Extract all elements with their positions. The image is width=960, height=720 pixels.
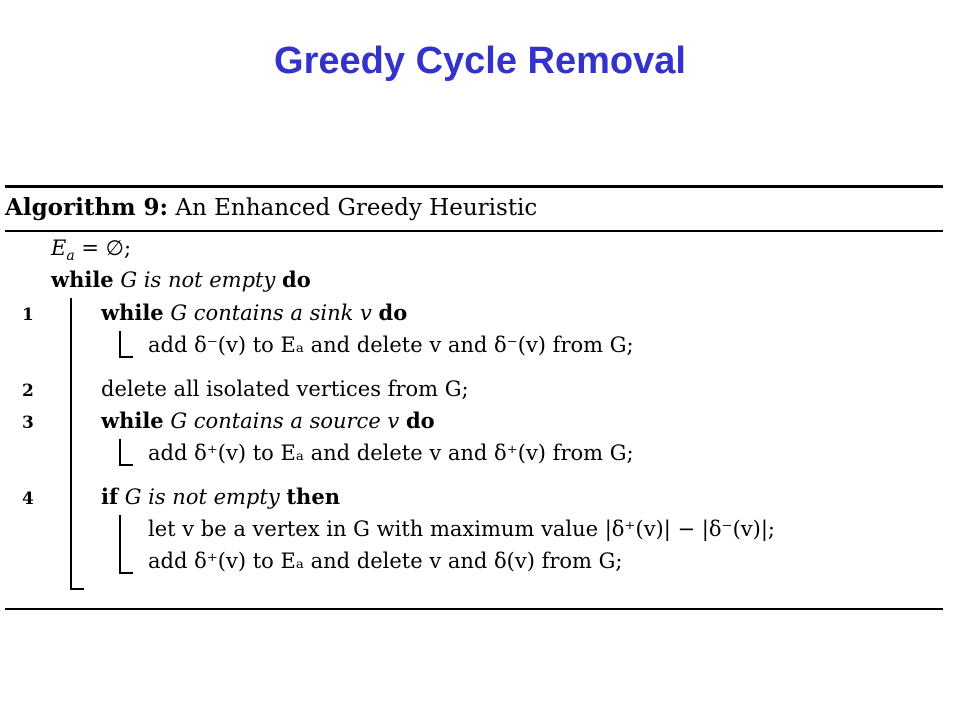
if-body-line-2: add δ⁺(v) to Eₐ and delete v and δ(v) from G; <box>148 549 623 573</box>
init-var: E <box>51 236 67 260</box>
sink-block-bar <box>119 331 121 358</box>
sink-while-kw: while <box>101 300 164 325</box>
if-line <box>101 484 340 510</box>
algorithm-box <box>5 185 943 613</box>
if-body-line-1: let v be a vertex in G with maximum value |δ⁺(v)| − |δ⁻(v)|; <box>148 517 775 541</box>
sink-while-cond: G contains a sink v <box>163 301 379 325</box>
line-number-1: 1 <box>22 305 34 325</box>
if-cond: G is not empty <box>118 485 287 509</box>
bottom-rule <box>5 608 943 610</box>
outer-while-do: do <box>282 267 311 292</box>
outer-while-cond: G is not empty <box>113 268 283 292</box>
source-body-line: add δ⁺(v) to Eₐ and delete v and δ⁺(v) from G; <box>148 441 634 465</box>
algorithm-label: Algorithm 9: <box>5 194 169 221</box>
init-line <box>51 235 131 269</box>
if-kw: if <box>101 484 119 509</box>
source-while-do: do <box>405 408 435 433</box>
sink-while-do: do <box>378 300 408 325</box>
source-while-line <box>101 408 435 434</box>
algorithm-caption <box>5 194 537 221</box>
if-block-foot <box>119 572 133 574</box>
source-while-kw: while <box>101 408 164 433</box>
outer-while-kw: while <box>51 267 114 292</box>
if-then: then <box>286 484 340 509</box>
line-number-4: 4 <box>22 489 34 509</box>
line-number-2: 2 <box>22 381 34 401</box>
top-rule <box>5 185 943 188</box>
algorithm-name: An Enhanced Greedy Heuristic <box>175 195 538 221</box>
slide-title: Greedy Cycle Removal <box>274 40 686 82</box>
sink-block-foot <box>119 356 133 358</box>
isolated-line: delete all isolated vertices from G; <box>101 377 469 401</box>
header-rule <box>5 230 943 232</box>
source-block-bar <box>119 439 121 466</box>
source-block-foot <box>119 464 133 466</box>
sink-while-line <box>101 300 407 326</box>
line-number-3: 3 <box>22 413 34 433</box>
outer-while-line <box>51 267 311 293</box>
outer-block-foot <box>70 588 84 590</box>
source-while-cond: G contains a source v <box>163 409 406 433</box>
init-sub: a <box>66 248 75 265</box>
outer-block-bar <box>70 298 72 590</box>
init-rest: = ∅; <box>74 236 132 260</box>
sink-body-line: add δ⁻(v) to Eₐ and delete v and δ⁻(v) from G; <box>148 333 634 357</box>
if-block-bar <box>119 515 121 574</box>
